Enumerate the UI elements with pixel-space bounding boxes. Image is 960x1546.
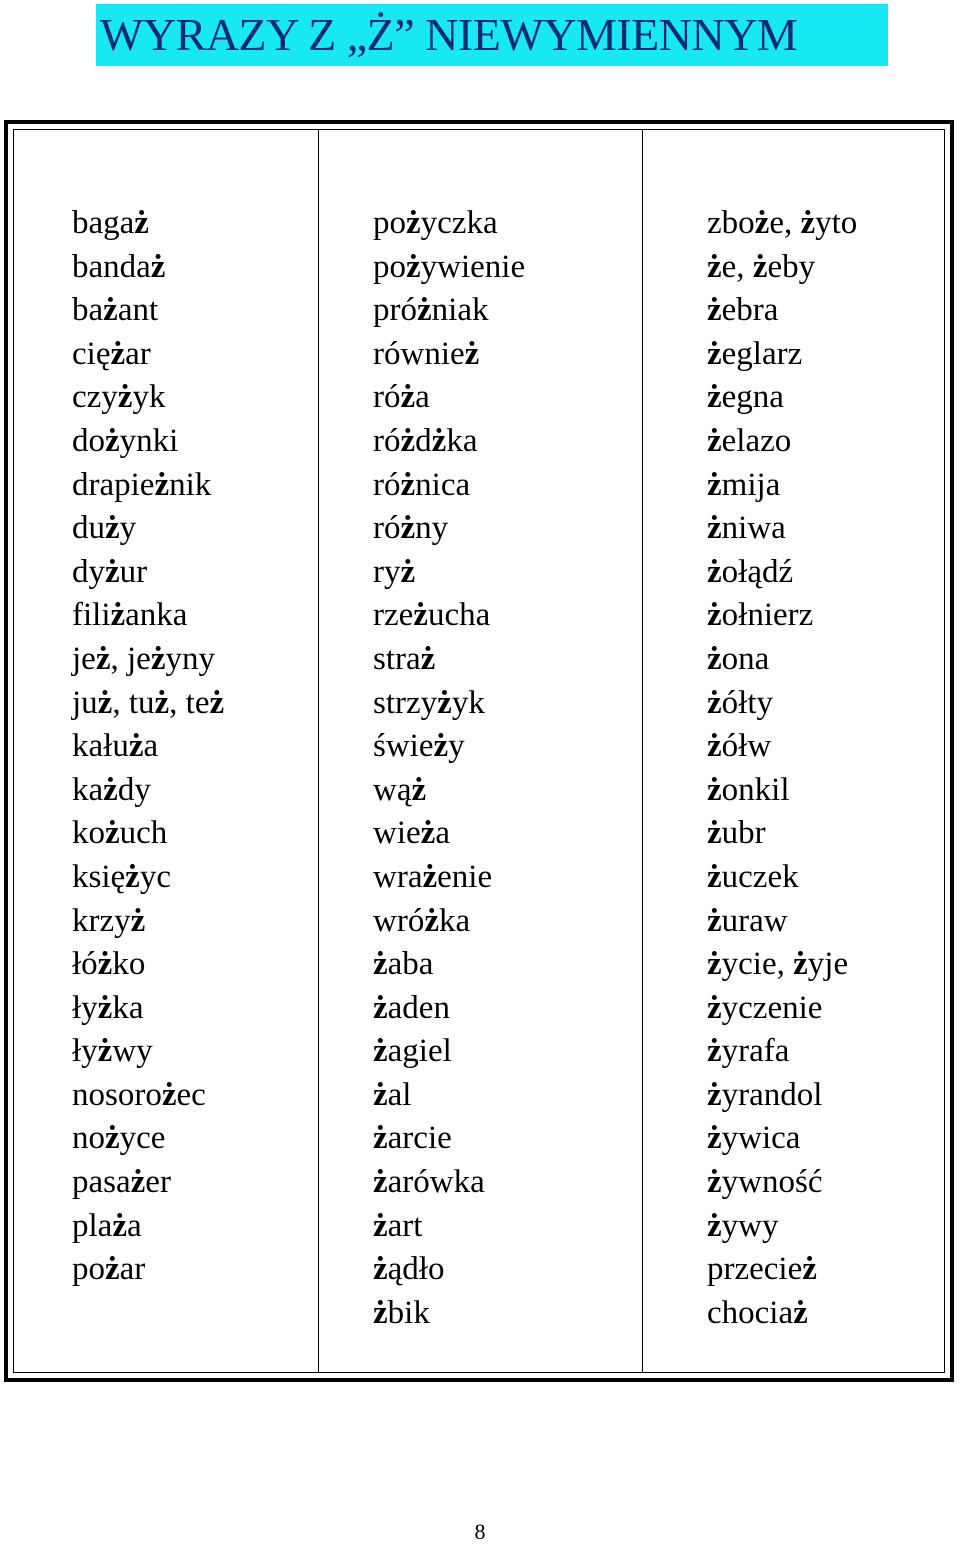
highlighted-letter: ż xyxy=(793,946,808,983)
highlighted-letter: ż xyxy=(464,335,480,372)
word-item: bagaż xyxy=(72,205,149,241)
word-item: strzyżyk xyxy=(373,684,485,721)
word-item: żagiel xyxy=(373,1033,452,1070)
word-list xyxy=(373,202,525,1335)
highlighted-letter: ż xyxy=(105,553,120,590)
highlighted-letter: ż xyxy=(373,989,388,1026)
highlighted-letter: ż xyxy=(707,1207,722,1244)
page-number: 8 xyxy=(474,1519,486,1544)
word-item: żołądź xyxy=(707,553,794,590)
highlighted-letter: ż xyxy=(707,728,722,765)
highlighted-letter: ż xyxy=(97,684,113,721)
word-item: życie, żyje xyxy=(707,946,849,983)
highlighted-letter: ż xyxy=(406,205,421,241)
highlighted-letter: ż xyxy=(707,292,722,329)
word-item: duży xyxy=(72,510,137,547)
word-item: czyżyk xyxy=(72,379,166,416)
highlighted-letter: ż xyxy=(707,1120,722,1157)
word-item: wieża xyxy=(373,815,450,852)
highlighted-letter: ż xyxy=(420,815,436,852)
word-item: nożyce xyxy=(72,1120,166,1157)
word-item: żyrandol xyxy=(707,1076,823,1113)
highlighted-letter: ż xyxy=(707,422,722,459)
highlighted-letter: ż xyxy=(105,1251,120,1288)
highlighted-letter: ż xyxy=(373,1033,388,1070)
word-item: żarówka xyxy=(373,1164,485,1201)
word-item: bandaż xyxy=(72,248,166,285)
highlighted-letter: ż xyxy=(373,1251,388,1288)
highlighted-letter: ż xyxy=(95,640,111,677)
word-item: że, żeby xyxy=(707,248,816,285)
highlighted-letter: ż xyxy=(373,1164,388,1201)
word-item: świeży xyxy=(373,728,465,765)
highlighted-letter: ż xyxy=(754,205,770,241)
highlighted-letter: ż xyxy=(97,1033,113,1070)
word-item: żebra xyxy=(707,292,779,329)
highlighted-letter: ż xyxy=(752,248,768,285)
highlighted-letter: ż xyxy=(802,1251,817,1288)
word-item: żubr xyxy=(707,815,766,852)
highlighted-letter: ż xyxy=(800,205,816,241)
highlighted-letter: ż xyxy=(110,335,126,372)
word-item: pasażer xyxy=(72,1164,171,1201)
highlighted-letter: ż xyxy=(110,597,126,634)
highlighted-letter: ż xyxy=(150,248,166,285)
highlighted-letter: ż xyxy=(707,553,722,590)
word-item: róża xyxy=(373,379,430,416)
word-item: bażant xyxy=(72,292,159,329)
highlighted-letter: ż xyxy=(417,292,432,329)
highlighted-letter: ż xyxy=(400,510,416,547)
highlighted-letter: ż xyxy=(125,858,140,895)
highlighted-letter: ż xyxy=(400,379,416,416)
word-item: żal xyxy=(373,1076,412,1113)
word-item: życzenie xyxy=(707,989,823,1026)
word-column-3 xyxy=(642,130,944,1372)
word-list xyxy=(707,202,857,1335)
word-item: żywność xyxy=(707,1164,823,1201)
highlighted-letter: ż xyxy=(373,1294,388,1331)
word-item: pożar xyxy=(72,1251,146,1288)
highlighted-letter: ż xyxy=(707,902,722,939)
highlighted-letter: ż xyxy=(707,684,722,721)
word-item: księżyc xyxy=(72,858,171,895)
word-item: plaża xyxy=(72,1207,142,1244)
highlighted-letter: ż xyxy=(209,684,225,721)
highlighted-letter: ż xyxy=(707,640,722,677)
word-item: kożuch xyxy=(72,815,168,852)
highlighted-letter: ż xyxy=(707,335,722,372)
page-title xyxy=(96,4,888,66)
highlighted-letter: ż xyxy=(707,771,722,808)
word-item: żona xyxy=(707,640,770,677)
highlighted-letter: ż xyxy=(707,248,722,285)
word-item: pożywienie xyxy=(373,248,526,285)
word-item: krzyż xyxy=(72,902,146,939)
highlighted-letter: ż xyxy=(707,1033,722,1070)
highlighted-letter: ż xyxy=(400,422,416,459)
highlighted-letter: ż xyxy=(437,684,452,721)
word-item: łóżko xyxy=(72,946,146,983)
highlighted-letter: ż xyxy=(373,1076,388,1113)
highlighted-letter: ż xyxy=(413,597,428,634)
word-item: łyżka xyxy=(72,989,144,1026)
word-item: różdżka xyxy=(373,422,478,459)
word-item: żuraw xyxy=(707,902,788,939)
highlighted-letter: ż xyxy=(422,858,438,895)
highlighted-letter: ż xyxy=(707,466,722,503)
highlighted-letter: ż xyxy=(707,1076,722,1113)
word-item: jeż, jeżyny xyxy=(72,640,215,677)
highlighted-letter: ż xyxy=(431,422,447,459)
highlighted-letter: ż xyxy=(373,1207,388,1244)
word-item: żaba xyxy=(373,946,434,983)
word-item: różnica xyxy=(373,466,471,503)
word-item: żelazo xyxy=(707,422,792,459)
word-item: żaden xyxy=(373,989,450,1026)
highlighted-letter: ż xyxy=(154,684,170,721)
word-item: żółw xyxy=(707,728,772,765)
word-list xyxy=(72,202,224,1292)
word-item: drapieżnik xyxy=(72,466,212,503)
highlighted-letter: ż xyxy=(707,815,722,852)
highlighted-letter: ż xyxy=(707,510,722,547)
word-column-2 xyxy=(318,130,642,1372)
word-item: nosorożec xyxy=(72,1076,206,1113)
highlighted-letter: ż xyxy=(707,946,722,983)
highlighted-letter: ż xyxy=(707,379,722,416)
word-item: żart xyxy=(373,1207,423,1244)
word-item: już, tuż, też xyxy=(72,684,225,721)
word-item: przecież xyxy=(707,1251,817,1288)
word-item: różny xyxy=(373,510,449,547)
highlighted-letter: ż xyxy=(103,771,118,808)
word-item: chociaż xyxy=(707,1294,808,1331)
word-item: wróżka xyxy=(373,902,471,939)
word-item: filiżanka xyxy=(72,597,188,634)
highlighted-letter: ż xyxy=(400,466,416,503)
word-item: żeglarz xyxy=(707,335,803,372)
word-item: żniwa xyxy=(707,510,786,547)
word-item: żarcie xyxy=(373,1120,452,1157)
word-item: zboże, żyto xyxy=(707,205,858,241)
word-item: rzeżucha xyxy=(373,597,491,634)
highlighted-letter: ż xyxy=(105,1120,120,1157)
word-item: ryż xyxy=(373,553,416,590)
word-item: straż xyxy=(373,640,436,677)
highlighted-letter: ż xyxy=(793,1294,808,1331)
page-title-text: WYRAZY Z „Ż” NIEWYMIENNYM xyxy=(100,9,798,60)
highlighted-letter: ż xyxy=(161,1076,177,1113)
highlighted-letter: ż xyxy=(154,466,170,503)
highlighted-letter: ż xyxy=(130,1164,146,1201)
highlighted-letter: ż xyxy=(373,946,388,983)
highlighted-letter: ż xyxy=(150,640,166,677)
word-column-1 xyxy=(14,130,318,1372)
highlighted-letter: ż xyxy=(707,989,722,1026)
highlighted-letter: ż xyxy=(406,248,421,285)
highlighted-letter: ż xyxy=(433,728,449,765)
word-item: żądło xyxy=(373,1251,445,1288)
highlighted-letter: ż xyxy=(105,510,120,547)
highlighted-letter: ż xyxy=(707,858,722,895)
highlighted-letter: ż xyxy=(105,815,120,852)
word-item: żmija xyxy=(707,466,781,503)
word-item: również xyxy=(373,335,480,372)
highlighted-letter: ż xyxy=(707,1164,722,1201)
word-item: żbik xyxy=(373,1294,430,1331)
highlighted-letter: ż xyxy=(424,902,439,939)
word-item: pożyczka xyxy=(373,205,498,241)
word-item: żonkil xyxy=(707,771,790,808)
word-item: żuczek xyxy=(707,858,799,895)
word-item: dożynki xyxy=(72,422,179,459)
word-item: wąż xyxy=(373,771,427,808)
highlighted-letter: ż xyxy=(373,1120,388,1157)
word-item: żywy xyxy=(707,1207,779,1244)
word-item: żyrafa xyxy=(707,1033,790,1070)
highlighted-letter: ż xyxy=(112,1207,127,1244)
word-item: żywica xyxy=(707,1120,801,1157)
highlighted-letter: ż xyxy=(97,989,113,1026)
highlighted-letter: ż xyxy=(134,205,149,241)
word-table xyxy=(4,120,954,1382)
highlighted-letter: ż xyxy=(105,422,120,459)
highlighted-letter: ż xyxy=(400,553,416,590)
word-item: próżniak xyxy=(373,292,489,329)
word-table-inner xyxy=(13,129,945,1373)
word-item: kałuża xyxy=(72,728,159,765)
highlighted-letter: ż xyxy=(103,292,118,329)
word-item: ciężar xyxy=(72,335,151,372)
highlighted-letter: ż xyxy=(128,728,144,765)
highlighted-letter: ż xyxy=(97,946,113,983)
word-item: żółty xyxy=(707,684,773,721)
word-item: dyżur xyxy=(72,553,148,590)
highlighted-letter: ż xyxy=(707,597,722,634)
highlighted-letter: ż xyxy=(117,379,133,416)
word-item: wrażenie xyxy=(373,858,493,895)
word-item: żegna xyxy=(707,379,784,416)
highlighted-letter: ż xyxy=(420,640,436,677)
word-item: każdy xyxy=(72,771,151,808)
word-item: łyżwy xyxy=(72,1033,153,1070)
word-item: żołnierz xyxy=(707,597,814,634)
highlighted-letter: ż xyxy=(411,771,427,808)
highlighted-letter: ż xyxy=(130,902,146,939)
